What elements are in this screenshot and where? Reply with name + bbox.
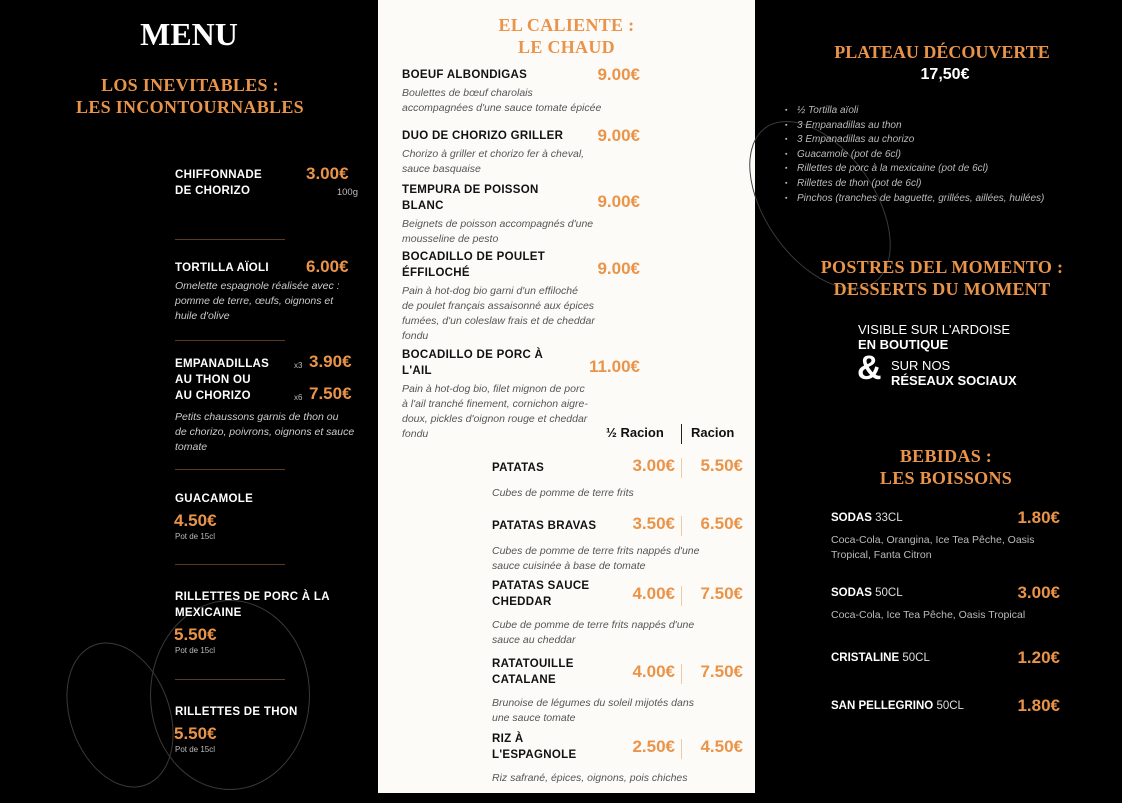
drink-name-row — [831, 587, 903, 599]
item-name-line: ÉFFILOCHÉ — [402, 267, 470, 279]
item-price: 9.00€ — [597, 65, 640, 84]
item-description — [492, 696, 742, 726]
plateau-item: ▪ 3 Empanadillas au thon — [785, 119, 1044, 134]
description-line: sauce cuisinée à base de tomate — [492, 560, 646, 572]
item-description — [402, 147, 642, 177]
item-name-line: BOCADILLO DE POULET — [402, 251, 546, 263]
drink-price: 1.80€ — [1017, 508, 1060, 527]
drink-name-row — [831, 700, 964, 712]
item-name-line: TORTILLA AÏOLI — [175, 262, 269, 274]
description-line: sauce au cheddar — [492, 634, 576, 646]
full-portion-price: 5.50€ — [700, 456, 743, 475]
item-name-line: MEXICAINE — [175, 607, 242, 619]
full-portion-price: 4.50€ — [700, 737, 743, 756]
item-name-line: DE CHORIZO — [175, 185, 251, 197]
plateau-title: PLATEAU DÉCOUVERTE — [834, 42, 1050, 62]
item-description — [492, 771, 742, 786]
description-line: fondu — [402, 428, 429, 440]
menu-item — [175, 491, 375, 507]
desserts-line2: EN BOUTIQUE — [858, 337, 949, 352]
item-note: Pot de 15cl — [175, 646, 216, 655]
half-portion-price: 4.00€ — [632, 584, 675, 603]
description-line: huile d'olive — [175, 310, 230, 322]
item-name-line: BLANC — [402, 200, 444, 212]
item-note: Pot de 15cl — [175, 532, 216, 541]
description-line: de chorizo, poivrons, oignons et sauce — [175, 426, 355, 438]
description-line: fondu — [402, 330, 429, 342]
item-name-line: RILLETTES DE THON — [175, 706, 298, 718]
item-description — [402, 86, 642, 116]
drink-name-row — [831, 512, 903, 524]
desserts-title — [755, 256, 1122, 300]
section-divider — [175, 239, 285, 240]
section-title-line: LE CHAUD — [518, 37, 615, 57]
menu-item — [175, 704, 375, 720]
drink-price: 1.20€ — [1017, 648, 1060, 667]
description-line: Boulettes de bœuf charolais — [402, 87, 533, 99]
description-line: fumées, d'un coleslaw frais et de cheddar — [402, 315, 595, 327]
description-line: Pain à hot-dog bio garni d'un effiloché — [402, 285, 578, 297]
item-description — [492, 544, 742, 574]
drink-name: SAN PELLEGRINO — [831, 700, 934, 712]
item-price: 3.00€ — [306, 164, 349, 183]
item-name-line: EMPANADILLAS — [175, 358, 270, 370]
plateau-item: ▪ Rillettes de thon (pot de 6cl) — [785, 177, 1044, 192]
section-title-line: POSTRES DEL MOMENTO : — [820, 257, 1064, 277]
item-description — [175, 279, 375, 324]
section-divider — [175, 469, 285, 470]
left-panel — [0, 0, 378, 793]
item-price: 6.00€ — [306, 257, 349, 276]
item-description — [492, 618, 742, 648]
drink-size: 50CL — [902, 652, 930, 664]
drink-name: SODAS — [831, 512, 872, 524]
description-line: Pain à hot-dog bio, filet mignon de porc — [402, 383, 585, 395]
description-line: doux, pickles d'oignon rouge et cheddar — [402, 413, 588, 425]
plateau-price: 17,50€ — [920, 66, 970, 83]
description-line: Brunoise de légumes du soleil mijotés dans — [492, 697, 694, 709]
drink-size: 50CL — [936, 700, 964, 712]
item-name-line: CATALANE — [492, 674, 556, 686]
item-price: 5.50€ — [174, 724, 217, 743]
price-separator — [681, 516, 682, 536]
description-line: Coca-Cola, Ice Tea Pêche, Oasis Tropical — [831, 609, 1026, 621]
description-line: Cube de pomme de terre frits nappés d'une — [492, 619, 695, 631]
section-title-line: EL CALIENTE : — [498, 15, 635, 35]
menu-item — [175, 589, 375, 621]
plateau-item: ▪ Rillettes de porc à la mexicaine (pot de 6cl) — [785, 162, 1044, 177]
item-name-line: L'AIL — [402, 365, 432, 377]
drink-price: 1.80€ — [1017, 696, 1060, 715]
right-panel — [755, 0, 1122, 793]
description-line: Petits chaussons garnis de thon ou — [175, 411, 339, 423]
description-line: accompagnées d'une sauce tomate épicée — [402, 102, 602, 114]
section-divider — [175, 340, 285, 341]
description-line: Omelette espagnole réalisée avec : — [175, 280, 340, 292]
ampersand: & — [857, 349, 882, 387]
description-line: Riz safrané, épices, oignons, pois chiches — [492, 772, 688, 784]
full-portion-price: 7.50€ — [700, 584, 743, 603]
section-divider — [175, 564, 285, 565]
section-title-line: LOS INEVITABLES : — [101, 75, 279, 95]
middle-panel — [378, 0, 755, 793]
section-divider — [175, 679, 285, 680]
plateau-item: ▪ 3 Empanadillas au chorizo — [785, 133, 1044, 148]
drinks-title — [755, 445, 1122, 489]
item-name-line: BOCADILLO DE PORC À — [402, 349, 544, 361]
portion-full-header: Racion — [691, 425, 735, 440]
price-separator — [681, 739, 682, 759]
portion-half-header: ½ Racion — [606, 425, 664, 440]
plateau-item: ▪ Pinchos (tranches de baguette, grillées, aillées, huilées) — [785, 192, 1044, 207]
item-name-line: CHIFFONNADE — [175, 169, 262, 181]
item-price: 7.50€ — [309, 384, 352, 403]
drink-size: 33CL — [875, 512, 903, 524]
item-price: 9.00€ — [597, 192, 640, 211]
item-description — [492, 486, 742, 501]
item-name-line: RILLETTES DE PORC À LA — [175, 591, 330, 603]
item-name — [175, 704, 375, 720]
item-note: 100g — [336, 187, 358, 198]
item-price: 3.90€ — [309, 352, 352, 371]
plateau-item: ▪ ½ Tortilla aïoli — [785, 104, 1044, 119]
half-portion-price: 3.50€ — [632, 514, 675, 533]
drink-description — [831, 608, 1025, 623]
section-title-chaud — [378, 14, 755, 58]
item-name-line: BOEUF ALBONDIGAS — [402, 69, 528, 81]
item-price: 5.50€ — [174, 625, 217, 644]
item-description — [402, 284, 642, 344]
section-title-inevitables — [0, 74, 380, 118]
half-portion-price: 4.00€ — [632, 662, 675, 681]
section-title-line: BEBIDAS : — [899, 446, 993, 466]
half-portion-price: 2.50€ — [632, 737, 675, 756]
portion-header-separator — [681, 424, 682, 444]
item-name-line: GUACAMOLE — [175, 493, 254, 505]
section-title-line: LES BOISSONS — [879, 468, 1013, 488]
price-separator — [681, 458, 682, 478]
item-name-line: AU CHORIZO — [175, 390, 251, 402]
section-title-line: LES INCONTOURNABLES — [76, 97, 304, 117]
desserts-line4: RÉSEAUX SOCIAUX — [891, 373, 1017, 388]
item-name-line: RATATOUILLE — [492, 658, 574, 670]
price-separator — [681, 586, 682, 606]
section-title-line: DESSERTS DU MOMENT — [833, 279, 1051, 299]
description-line: Cubes de pomme de terre frits nappés d'une — [492, 545, 700, 557]
menu-title: MENU — [140, 16, 238, 52]
item-description — [175, 410, 375, 455]
description-line: Chorizo à griller et chorizo fer à cheval, — [402, 148, 585, 160]
item-note: Pot de 15cl — [175, 745, 216, 754]
drink-size: 50CL — [875, 587, 903, 599]
quantity-label: x6 — [294, 393, 303, 402]
description-line: Beignets de poisson accompagnés d'une — [402, 218, 594, 230]
plateau-item: ▪ Guacamole (pot de 6cl) — [785, 148, 1044, 163]
item-price: 9.00€ — [597, 259, 640, 278]
item-name-line: AU THON OU — [175, 374, 251, 386]
item-name-line: PATATAS SAUCE — [492, 580, 590, 592]
drink-description — [831, 533, 1035, 562]
quantity-label: x3 — [294, 361, 303, 370]
drink-price: 3.00€ — [1017, 583, 1060, 602]
item-description — [402, 217, 642, 247]
item-price: 9.00€ — [597, 126, 640, 145]
half-portion-price: 3.00€ — [632, 456, 675, 475]
item-name-line: PATATAS — [492, 462, 545, 474]
item-price: 4.50€ — [174, 511, 217, 530]
description-line: Coca-Cola, Orangina, Ice Tea Pêche, Oasis — [831, 534, 1035, 546]
item-name-line: RIZ À — [492, 733, 524, 745]
description-line: tomate — [175, 441, 208, 453]
item-name-line: TEMPURA DE POISSON — [402, 184, 539, 196]
description-line: mousseline de pesto — [402, 233, 499, 245]
drink-name: CRISTALINE — [831, 652, 900, 664]
item-name-line: DUO DE CHORIZO GRILLER — [402, 130, 564, 142]
description-line: pomme de terre, œufs, oignons et — [175, 295, 334, 307]
description-line: sauce basquaise — [402, 163, 481, 175]
item-price: 11.00€ — [588, 357, 640, 376]
item-name-line: L'ESPAGNOLE — [492, 749, 577, 761]
desserts-line3: SUR NOS — [891, 358, 951, 373]
full-portion-price: 7.50€ — [700, 662, 743, 681]
description-line: Cubes de pomme de terre frits — [492, 487, 634, 499]
drink-name: SODAS — [831, 587, 872, 599]
item-name — [175, 491, 375, 507]
description-line: une sauce tomate — [492, 712, 576, 724]
item-name-line: CHEDDAR — [492, 596, 552, 608]
item-name — [175, 589, 375, 621]
drink-name-row — [831, 652, 930, 664]
full-portion-price: 6.50€ — [700, 514, 743, 533]
price-separator — [681, 664, 682, 684]
plateau-list — [785, 104, 1044, 206]
desserts-line1: VISIBLE SUR L'ARDOISE — [858, 322, 1011, 337]
item-name-line: PATATAS BRAVAS — [492, 520, 597, 532]
description-line: Tropical, Fanta Citron — [831, 548, 932, 561]
description-line: à l'ail tranché finement, cornichon aigre- — [402, 398, 588, 410]
description-line: de poulet français assaisonné aux épices — [402, 300, 595, 312]
